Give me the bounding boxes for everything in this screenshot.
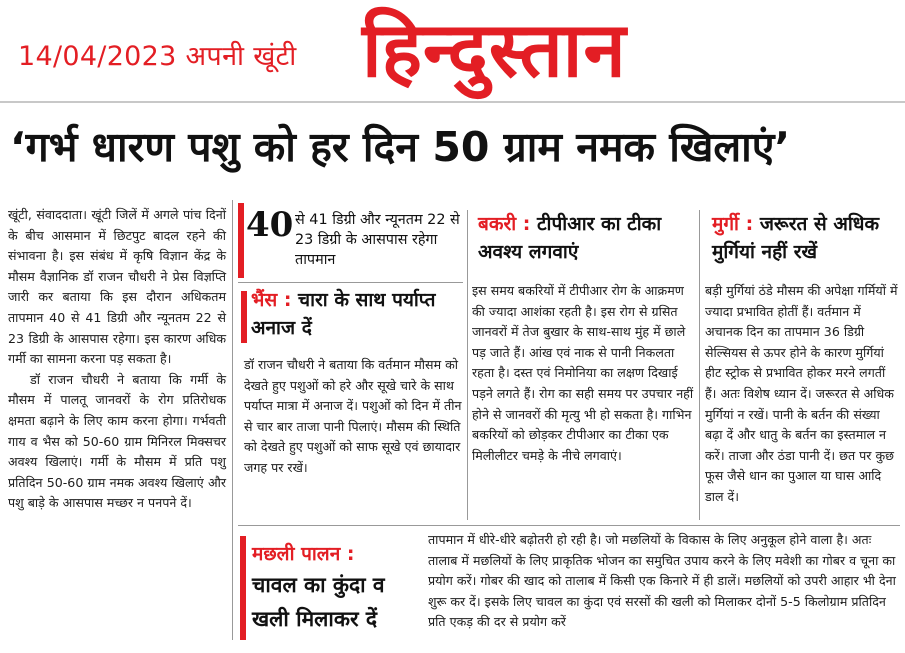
article-headline: ‘गर्भ धारण पशु को हर दिन 50 ग्राम नमक खिलाएं’: [10, 123, 791, 171]
newspaper-masthead-logo: हिन्दुस्तान: [362, 5, 627, 94]
goat-body: [472, 281, 694, 466]
box-divider: [238, 282, 463, 283]
buffalo-label: भैंस :: [251, 289, 292, 311]
goat-heading: [478, 210, 693, 266]
accent-bar: [238, 203, 244, 278]
accent-bar: [241, 291, 247, 343]
column-divider: [232, 200, 233, 640]
fish-paragraph: तापमान में धीरे-धीरे बढ़ोतरी हो रही है। जो मछलियों के विकास के लिए अनुकूल होने वाला है। अतः तालाब में मछलियों के लिए प्राकृतिक भोजन का समुचित उपाय करने के लिए मवेशी का गोबर व चूना का प्रयोग करें। गोबर की खाद को तालाब में किसी एक किनारे में ही डालें। मछलियों को उपरी आहार भी देना शुरू कर दें। इसके लिए चावल का कुंदा एवं सरसों की खली को मिलाकर दोनों 5-5 किलोग्राम प्रतिदिन प्रति एकड़ की दर से प्रयोग करें: [428, 532, 896, 630]
hen-heading: [712, 210, 897, 266]
section-divider: [238, 525, 900, 526]
fish-heading: [252, 540, 422, 636]
dateline: 14/04/2023 अपनी खूंटी: [18, 41, 297, 72]
column-divider: [467, 210, 468, 520]
buffalo-heading-text: चारा के साथ पर्याप्त अनाज दें: [251, 289, 436, 339]
hen-heading-text: जरूरत से अधिक मुर्गियां नहीं रखें: [712, 213, 880, 263]
left-column: [8, 205, 226, 514]
hen-paragraph: बड़ी मुर्गियां ठंडे मौसम की अपेक्षा गर्मियों में ज्यादा प्रभावित होतीं हैं। वर्तमान में अचानक दिन का तापमान 36 डिग्री सेल्सियस से ऊपर होने के कारण मुर्गियां हीट स्ट्रोक से प्रभावित होकर मरने लगतीं हैं। अतः विशेष ध्यान दें। जरूरत से अधिक मुर्गियां न रखें। पानी के बर्तन की संख्या बढ़ा दें और धातु के बर्तन का इस्तमाल न करें। ताजा और ठंडा पानी दें। छत पर कुछ फूस जैसे धान का पुआल या घास आदि डाल दें।: [705, 283, 898, 504]
fish-body: [428, 530, 902, 633]
temperature-big-number: 40: [246, 205, 294, 245]
lead-paragraph: खूंटी, संवाददाता। खूंटी जिलें में अगले पांच दिनों के बीच आसमान में छिटपुट बादल रहने की संभावना है। इस संबंध में कृषि विज्ञान केंद्र के मौसम वैज्ञानिक डॉ राजन चौधरी ने प्रेस विज्ञप्ति जारी कर बताया कि इस दौरान अधिकतम तापमान 40 से 41 डिग्री और न्यूनतम 22 से 23 डिग्री के आसपास रहेगा। इस कारण अधिक गर्मी का सामना करना पड़ सकता है।: [8, 207, 226, 367]
fish-label: मछली पालन :: [252, 543, 355, 565]
buffalo-paragraph: डॉ राजन चौधरी ने बताया कि वर्तमान मौसम को देखते हुए पशुओं को हरे और सूखे चारे के साथ पर्याप्त मात्रा में अनाज दें। पशुओं को दिन में तीन से चार बार ताजा पानी पिलाएं। मौसम की स्थिति को देखते हुए पशुओं को साफ सूखे एवं छायादार जगह पर रखें।: [244, 357, 462, 475]
accent-bar: [240, 536, 246, 640]
temperature-summary: से 41 डिग्री और न्यूनतम 22 से 23 डिग्री के आसपास रहेगा तापमान: [295, 212, 460, 268]
fish-heading-text: चावल का कुंदा व खली मिलाकर दें: [252, 573, 385, 631]
second-paragraph: डॉ राजन चौधरी ने बताया कि गर्मी के मौसम में पालतू जानवरों के रोग प्रतिरोधक क्षमता बढ़ाने के लिए काम करना होगा। गर्भवती गाय व भैस को 50-60 ग्राम मिनिरल मिक्सचर अवश्य खिलाएं। गर्मी के मौसम में प्रति पशु प्रतिदिन 50-60 ग्राम नमक अवश्य खिलाएं और पशु बाड़े के आसपास मच्छर न पनपने दें।: [8, 371, 226, 511]
header-divider: [0, 101, 905, 103]
buffalo-heading: [251, 286, 466, 342]
goat-paragraph: इस समय बकरियों में टीपीआर रोग के आक्रमण की ज्यादा आशंका रहती है। इस रोग से ग्रसित जानवरों में तेज बुखार के साथ-साथ मुंह में छाले पड़ जाते हैं। आंख एवं नाक से पानी निकलता रहता है। दस्त एवं निमोनिया का लक्षण दिखाई पड़ने लगते हैं। रोग का सही समय पर उपचार नहीं होने से जानवरों की मृत्यु भी हो सकता है। गाभिन बकरियों को छोड़कर टीपीआर का टीका एक मिलीलीटर चमड़े के नीचे लगवाएं।: [472, 283, 694, 463]
goat-label: बकरी :: [478, 213, 531, 235]
hen-label: मुर्गी :: [712, 213, 754, 235]
column-divider: [699, 210, 700, 520]
goat-heading-text: टीपीआर का टीका अवश्य लगवाएं: [478, 213, 662, 263]
hen-body: [705, 281, 899, 508]
buffalo-body: [244, 355, 466, 479]
